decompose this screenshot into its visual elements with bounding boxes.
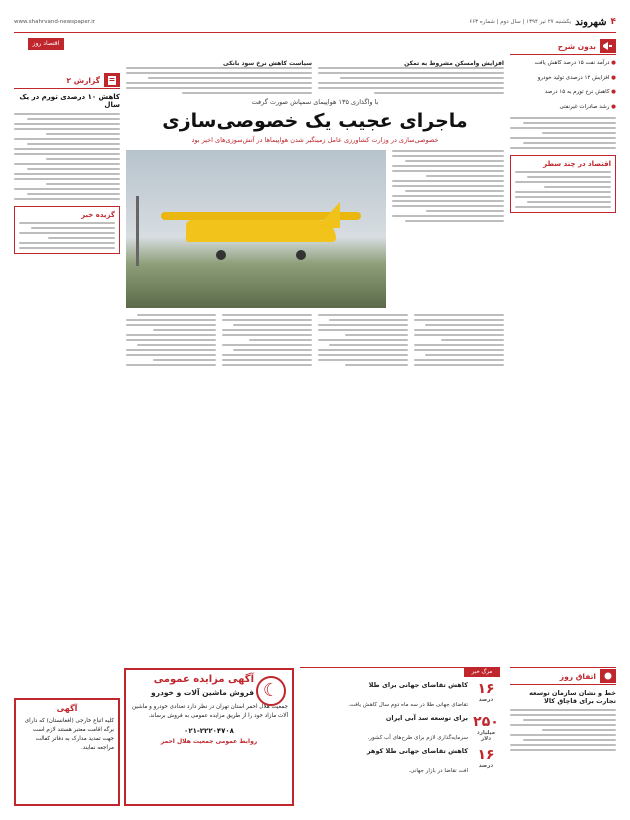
stat-number bbox=[472, 714, 500, 742]
left-column bbox=[14, 72, 120, 254]
auction-ad[interactable] bbox=[124, 668, 294, 806]
section-tag: اقتصاد روز bbox=[28, 38, 64, 50]
left-column-title: گزارش ۲ bbox=[66, 75, 100, 85]
right-column bbox=[510, 38, 616, 213]
red-crescent-icon: ☾ bbox=[256, 676, 286, 706]
stats-tab: مرگ خبر bbox=[464, 667, 500, 677]
ad-title: آگهی مزایده عمومی bbox=[153, 674, 254, 685]
article-column bbox=[222, 314, 312, 366]
stat-text bbox=[300, 714, 468, 743]
stats-box bbox=[300, 667, 500, 806]
right-bottom-header bbox=[510, 668, 616, 685]
stat-unit: درصد bbox=[478, 697, 494, 703]
text-placeholder bbox=[14, 113, 120, 200]
stat-row bbox=[300, 747, 500, 776]
notice-text: کلیه اتباع خارجی (افغانستان) که دارای برگه اقامت معتبر هستند لازم است جهت تمدید مدارک به دفاتر کفالت مراجعه نمایند. bbox=[24, 718, 114, 751]
sidebar-box-title: گزیده خبر bbox=[81, 211, 115, 219]
stat-value: ۲۵۰ bbox=[473, 714, 499, 730]
top-story-right bbox=[126, 60, 312, 94]
stat-desc: تقاضای جهانی طلا در سه ماه دوم سال کاهش یافت. bbox=[348, 702, 468, 708]
stat-number bbox=[472, 681, 500, 703]
ad-subtitle: فروش ماشین آلات و خودرو bbox=[151, 688, 254, 697]
article-column bbox=[126, 314, 216, 366]
brief-item: ● کاهش نرخ تورم به ۱۵ درصد bbox=[510, 88, 616, 97]
stat-text bbox=[300, 747, 468, 776]
article-columns bbox=[126, 314, 504, 366]
stat-title: کاهش تقاضای جهانی برای طلا bbox=[368, 681, 468, 689]
article-column bbox=[318, 314, 408, 366]
ad-text: جمعیت هلال احمر استان تهران در نظر دارد تعدادی خودرو و ماشین آلات مازاد خود را از طریق مزایده عمومی به فروش برساند. bbox=[132, 704, 288, 719]
document-icon bbox=[104, 73, 120, 87]
sidebar-box-title: اقتصاد در چند سطر bbox=[543, 160, 611, 169]
brief-item: ● درآمد نفت ۱۵ درصد کاهش یافت bbox=[510, 59, 616, 68]
plane-body bbox=[186, 220, 336, 242]
top-story-left-title: افزایش وامسکن مشروط به تمکن bbox=[404, 60, 504, 67]
dateline: یکشنبه ۲۷ تیر ۱۳۹۴ | سال دوم | شماره ۶۶۳ bbox=[469, 19, 572, 25]
sidebar-box bbox=[510, 155, 616, 213]
header-bar bbox=[14, 14, 616, 30]
top-stories bbox=[126, 60, 504, 94]
stat-text bbox=[300, 681, 468, 710]
plane-wheel bbox=[296, 250, 306, 260]
notice-title: آگهی bbox=[56, 704, 78, 713]
right-column-header bbox=[510, 38, 616, 55]
newspaper-logo: شهروند bbox=[575, 16, 607, 28]
right-bottom-section bbox=[510, 667, 616, 806]
header-rule bbox=[14, 32, 616, 33]
top-story-left bbox=[318, 60, 504, 94]
headline-kicker: با واگذاری ۱۳۵ هواپیمای سمپاش صورت گرفت bbox=[251, 98, 379, 106]
plane-wheel bbox=[216, 250, 226, 260]
article-body bbox=[126, 150, 504, 308]
site-url[interactable]: www.shahrvand-newspaper.ir bbox=[14, 19, 96, 25]
main-article bbox=[126, 60, 504, 366]
ad-footer: روابط عمومی جمعیت هلال احمر bbox=[160, 737, 258, 745]
stat-desc: افت تقاضا در بازار جهانی. bbox=[408, 768, 468, 774]
stat-number bbox=[472, 747, 500, 769]
right-bottom-headline: خط و نشان سازمان توسعه تجارت برای قاچاق کالا bbox=[529, 689, 616, 705]
stat-row bbox=[300, 681, 500, 710]
brief-item: ● افزایش ۱۲ درصدی تولید خودرو bbox=[510, 74, 616, 83]
stat-desc: سرمایه‌گذاری لازم برای طرح‌های آب کشور. bbox=[367, 735, 468, 741]
main-lead: خصوصی‌سازی در وزارت کشاورزی عامل زمینگیر شدن هواپیماها در آتش‌سوزی‌های اخیر بود bbox=[191, 136, 439, 144]
stat-unit: درصد bbox=[478, 763, 494, 769]
alert-icon bbox=[600, 669, 616, 683]
megaphone-icon bbox=[600, 39, 616, 53]
main-headline: ماجرای عجیب یک خصوصی‌سازی bbox=[162, 110, 468, 132]
article-text bbox=[392, 150, 504, 308]
right-bottom-title: اتفاق روز bbox=[559, 671, 596, 681]
stat-title: کاهش تقاضای جهانی طلا کوهر bbox=[366, 747, 468, 755]
brief-item: ● رشد صادرات غیرنفتی bbox=[510, 103, 616, 112]
airplane-photo bbox=[126, 150, 386, 308]
left-column-header bbox=[14, 72, 120, 89]
masthead bbox=[469, 17, 616, 28]
right-column-title: بدون شرح bbox=[557, 41, 596, 51]
ad-phone: ۰۲۱-۲۲۲۰۴۷۰۸ bbox=[184, 726, 234, 735]
top-story-right-title: سیاست کاهش نرخ سود بانکی bbox=[223, 60, 312, 67]
notice-ad[interactable] bbox=[14, 698, 120, 806]
stat-unit: میلیارد دلار bbox=[476, 730, 496, 742]
stat-value: ۱۶ bbox=[477, 747, 495, 763]
left-headline: کاهش ۱۰ درصدی تورم در یک سال bbox=[19, 93, 120, 109]
sidebar-box bbox=[14, 206, 120, 254]
article-column bbox=[414, 314, 504, 366]
stat-value: ۱۶ bbox=[477, 681, 495, 697]
page-number: ۴ bbox=[610, 17, 616, 27]
text-placeholder bbox=[510, 117, 616, 149]
stat-row bbox=[300, 714, 500, 743]
mast bbox=[136, 196, 139, 266]
stat-title: برای توسعه سد آبی ایران bbox=[385, 714, 468, 722]
